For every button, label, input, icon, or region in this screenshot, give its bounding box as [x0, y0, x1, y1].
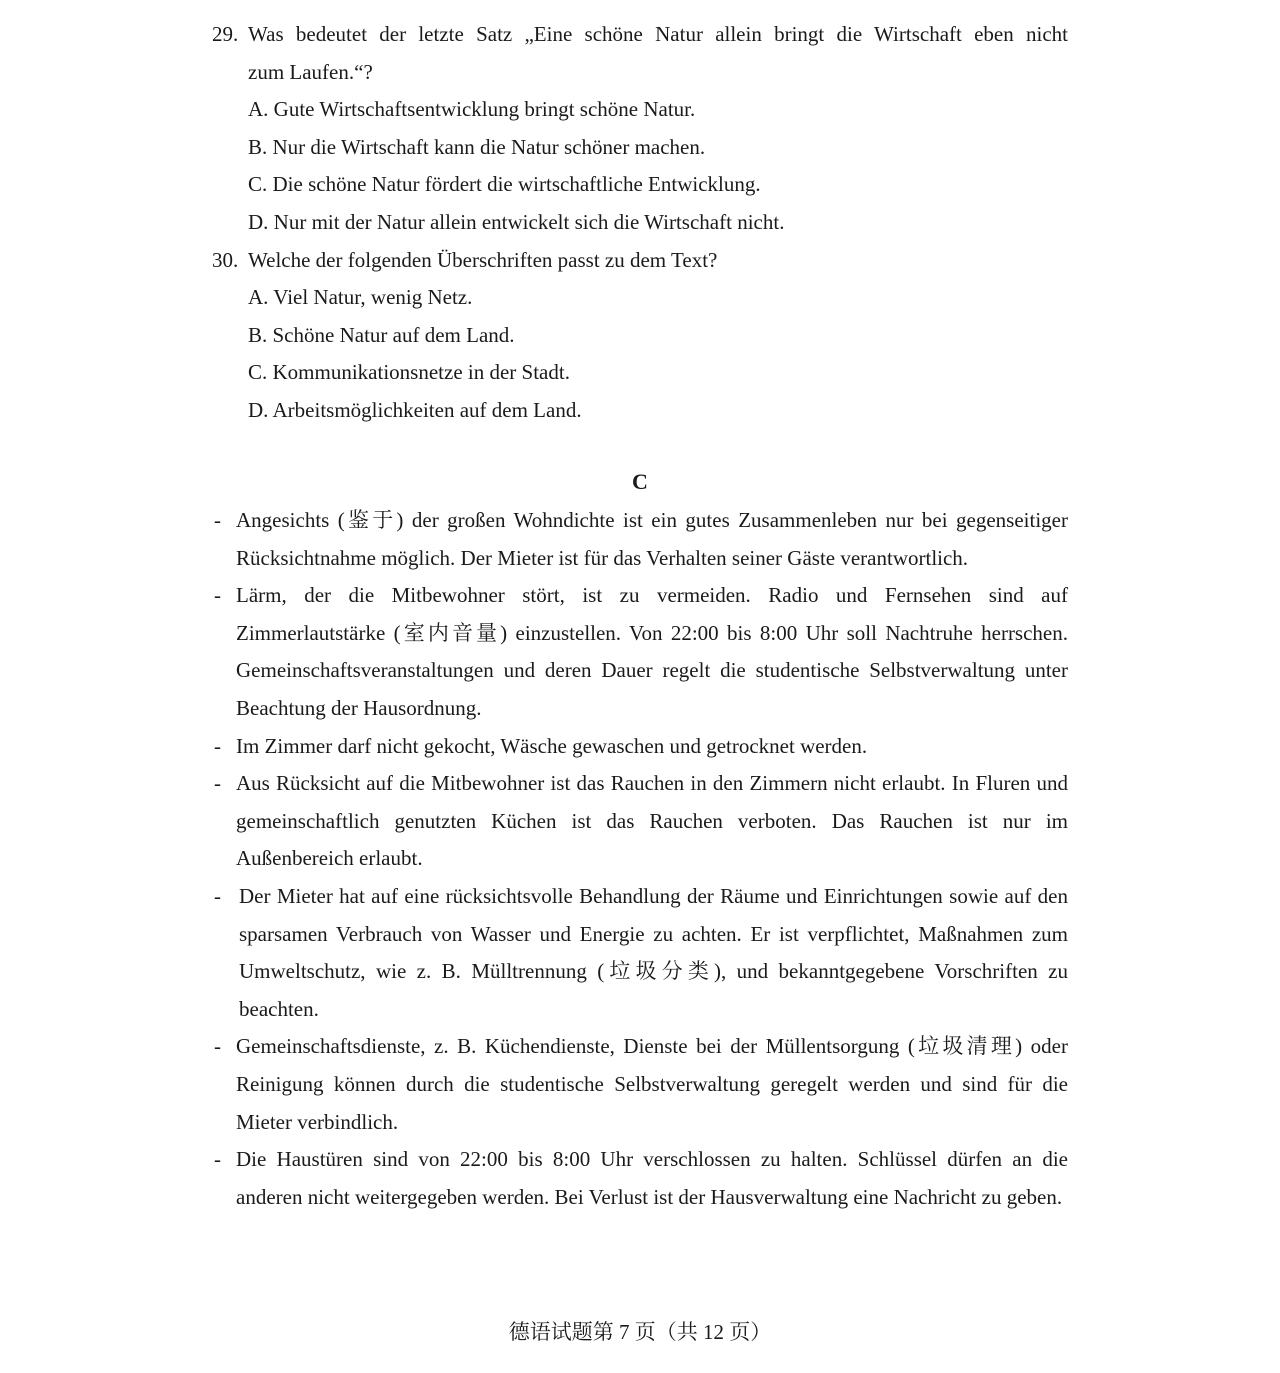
option-a: A. Viel Natur, wenig Netz.: [248, 285, 473, 310]
option-d: D. Arbeitsmöglichkeiten auf dem Land.: [248, 397, 582, 422]
bullet-dash: -: [214, 883, 221, 908]
question-text: Welche der folgenden Überschriften passt zu dem Text?: [248, 247, 718, 272]
question-list: [212, 16, 1068, 430]
section-heading: C: [632, 469, 648, 494]
question-stem: [212, 242, 1068, 280]
house-rules-list: [214, 502, 1068, 1216]
question-29: [212, 16, 1068, 242]
option-b: B. Nur die Wirtschaft kann die Natur schöner machen.: [248, 134, 706, 159]
option-c: C. Die schöne Natur fördert die wirtschaftliche Entwicklung.: [248, 172, 761, 197]
bullet-dash: -: [214, 771, 221, 796]
option-a: A. Gute Wirtschaftsentwicklung bringt schöne Natur.: [248, 97, 696, 122]
rule-item: [214, 765, 1068, 878]
rule-text: Gemeinschaftsdienste, z. B. Küchendienste, Dienste bei der Müllentsorgung (垃圾清理) oder Reinigung können durch die studentische Selbstverwaltung geregelt werden und sind für die Mieter verbindlich.: [236, 1034, 1068, 1134]
bullet-dash: -: [214, 583, 221, 608]
rule-text: Im Zimmer darf nicht gekocht, Wäsche gewaschen und getrocknet werden.: [236, 733, 868, 758]
option-c: C. Kommunikationsnetze in der Stadt.: [248, 360, 570, 385]
question-stem: [212, 16, 1068, 54]
rule-item: [214, 878, 1068, 1028]
page-footer: 德语试题第 7 页（共 12 页）: [508, 1320, 772, 1344]
rule-item: [214, 1028, 1068, 1141]
rule-text: Lärm, der die Mitbewohner stört, ist zu vermeiden. Radio und Fernsehen sind auf Zimmerlautstärke (室内音量) einzustellen. Von 22:00 bis 8:00 Uhr soll Nachtruhe herrschen. Gemeinschaftsveranstaltungen und deren Dauer regelt die studentische Selbstverwaltung unter Beachtung der Hausordnung.: [236, 583, 1068, 720]
bullet-dash: -: [214, 1034, 221, 1059]
question-text: Was bedeutet der letzte Satz „Eine schöne Natur allein bringt die Wirtschaft eben nicht: [248, 22, 1068, 46]
question-number: 30.: [212, 247, 239, 272]
rule-text: Angesichts (鉴于) der großen Wohndichte ist ein gutes Zusammenleben nur bei gegenseitiger Rücksichtnahme möglich. Der Mieter ist für das Verhalten seiner Gäste verantwortlich.: [236, 508, 1068, 570]
rule-item: [214, 728, 1068, 766]
rule-item: [214, 502, 1068, 577]
rule-text: Aus Rücksicht auf die Mitbewohner ist das Rauchen in den Zimmern nicht erlaubt. In Fluren und gemeinschaftlich genutzten Küchen ist das Rauchen verboten. Das Rauchen ist nur im Außenbereich erlaubt.: [236, 771, 1068, 871]
rule-text: Der Mieter hat auf eine rücksichtsvolle Behandlung der Räume und Einrichtungen sowie auf den sparsamen Verbrauch von Wasser und Energie zu achten. Er ist verpflichtet, Maßnahmen zum Umweltschutz, wie z. B. Mülltrennung (垃圾分类), und bekanntgegebene Vorschriften zu beachten.: [239, 883, 1068, 1021]
bullet-dash: -: [214, 1147, 221, 1172]
rule-item: [214, 577, 1068, 727]
question-text-continued: zum Laufen.“?: [248, 59, 373, 84]
option-b: B. Schöne Natur auf dem Land.: [248, 322, 515, 347]
rule-item: [214, 1141, 1068, 1216]
rule-text: Die Haustüren sind von 22:00 bis 8:00 Uhr verschlossen zu halten. Schlüssel dürfen an die anderen nicht weitergegeben werden. Bei Verlust ist der Hausverwaltung eine Nachricht zu geben.: [236, 1147, 1068, 1209]
bullet-dash: -: [214, 508, 221, 532]
question-number: 29.: [212, 22, 239, 46]
question-30: [212, 242, 1068, 430]
option-d: D. Nur mit der Natur allein entwickelt sich die Wirtschaft nicht.: [248, 209, 785, 234]
bullet-dash: -: [214, 733, 221, 758]
